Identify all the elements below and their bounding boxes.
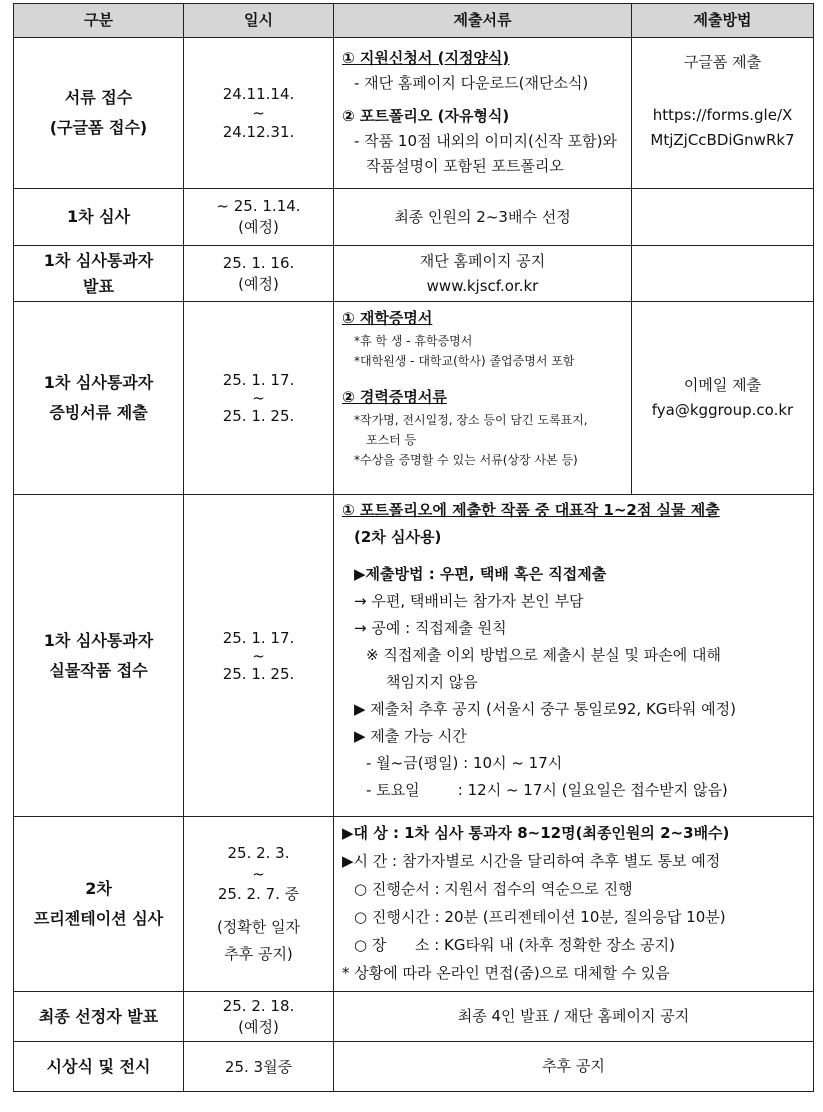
method-cell [632,246,814,302]
documents-cell: 추후 공지 [334,1042,814,1092]
header-method: 제출방법 [632,4,814,38]
doc-text: 재단 홈페이지 공지 [419,251,546,270]
date-cell [184,246,334,302]
doc-detail: - 재단 홈페이지 다운로드(재단소식) [354,73,589,92]
category-line: 1차 심사통과자 [43,373,154,392]
google-form-link[interactable]: https://forms.gle/X [652,106,793,124]
date-line: (예정) [238,274,279,293]
date-line: 25. 2. 18. [222,996,295,1015]
doc-detail: 책임지지 않음 [386,673,478,691]
date-line: 25. 1. 25. [222,407,295,425]
date-line: 25. 2. 7. 중 [217,885,300,903]
date-line: ~ [252,865,265,883]
doc-detail: - 작품 10점 내외의 이미지(신작 포함)와 [354,131,617,150]
doc-detail: *휴 학 생 - 휴학증명서 [354,334,473,348]
category-line: 증빙서류 제출 [49,403,148,422]
method-cell [632,38,814,189]
doc-heading: ② 포트폴리오 (자유형식) [342,106,510,125]
date-line: 25. 1. 16. [222,253,295,272]
documents-cell [334,302,632,495]
date-line: 24.11.14. [222,85,295,103]
header-category: 구분 [14,4,184,38]
table-row [14,992,814,1042]
documents-cell [334,38,632,189]
doc-detail: *작가명, 전시일정, 장소 등이 담긴 도록표지, [354,413,588,427]
date-line: (예정) [238,218,279,236]
date-line: 추후 공지) [224,945,293,963]
method-cell [632,189,814,246]
doc-detail: ▶ 제출 가능 시간 [354,727,467,745]
doc-detail: → 우편, 택배비는 참가자 본인 부담 [354,592,584,610]
date-line: ~ [252,646,265,665]
table-row [14,38,814,189]
doc-detail: ○ 진행시간 : 20분 (프리젠테이션 10분, 질의응답 10분) [354,908,726,926]
category-line: 2차 [85,879,112,898]
date-line: 25. 1. 25. [222,664,295,683]
date-cell [184,495,334,817]
doc-subheading: ▶제출방법 : 우편, 택배 혹은 직접제출 [354,565,607,583]
table-row [14,302,814,495]
doc-detail: ○ 진행순서 : 지원서 접수의 역순으로 진행 [354,880,633,898]
method-text: 구글폼 제출 [683,53,762,71]
date-cell [184,38,334,189]
doc-detail: * 상황에 따라 온라인 면접(줌)으로 대체할 수 있음 [342,964,670,982]
table-row [14,1042,814,1092]
date-cell [184,817,334,992]
schedule-table [13,3,814,1092]
doc-heading: ▶대 상 : 1차 심사 통과자 8~12명(최종인원의 2~3배수) [342,824,730,842]
category-line: 발표 [83,276,114,296]
category-line: 1차 심사통과자 [43,630,154,650]
doc-heading: (2차 심사용) [354,528,442,546]
method-cell [632,302,814,495]
documents-cell: 최종 인원의 2~3배수 선정 [334,189,632,246]
doc-detail: - 토요일 : 12시 ~ 17시 (일요일은 접수받지 않음) [366,781,728,799]
table-row [14,817,814,992]
method-text: 이메일 제출 [683,376,762,394]
date-cell: 25. 3월중 [184,1042,334,1092]
category-cell: 1차 심사 [14,189,184,246]
date-line: ~ [252,104,265,122]
category-line: 프리젠테이션 심사 [33,909,164,928]
header-documents: 제출서류 [334,4,632,38]
category-line: 1차 심사통과자 [43,250,154,270]
date-cell [184,189,334,246]
doc-detail: ※ 직접제출 이외 방법으로 제출시 분실 및 파손에 대해 [366,646,722,664]
category-line: 실물작품 접수 [49,660,148,680]
date-line: ~ [252,389,265,407]
date-line: 25. 1. 17. [222,371,295,389]
date-line: 25. 1. 17. [222,628,295,647]
table-row [14,246,814,302]
category-cell: 시상식 및 전시 [14,1042,184,1092]
email-link[interactable]: fya@kggroup.co.kr [651,401,794,419]
doc-heading: ① 재학증명서 [342,309,433,327]
doc-heading: ① 포트폴리오에 제출한 작품 중 대표작 1~2점 실물 제출 [342,501,720,519]
documents-cell [334,817,814,992]
category-cell [14,246,184,302]
table-row [14,189,814,246]
date-line: (예정) [238,1017,279,1036]
date-line: ~ 25. 1.14. [216,197,301,215]
date-line: (정확한 일자 [216,918,301,936]
doc-detail: - 월~금(평일) : 10시 ~ 17시 [366,754,563,772]
doc-heading: ① 지원신청서 (지정양식) [342,48,510,67]
table-row [14,495,814,817]
doc-heading: ② 경력증명서류 [342,388,447,406]
category-line: (구글폼 접수) [49,118,148,137]
doc-detail: *대학원생 - 대학교(학사) 졸업증명서 포함 [354,354,575,368]
header-date: 일시 [184,4,334,38]
documents-cell: 최종 4인 발표 / 재단 홈페이지 공지 [334,992,814,1042]
date-line: 24.12.31. [222,123,295,141]
header-row [14,4,814,38]
documents-cell [334,246,632,302]
date-cell [184,992,334,1042]
date-line: 25. 2. 3. [227,844,290,862]
doc-detail: 포스터 등 [366,433,417,447]
category-cell [14,817,184,992]
doc-detail: *수상을 증명할 수 있는 서류(상장 사본 등) [354,453,578,467]
google-form-link[interactable]: MtjZjCcBDiGnwRk7 [650,131,795,149]
doc-detail: ▶시 간 : 참가자별로 시간을 달리하여 추후 별도 통보 예정 [342,852,721,870]
doc-detail: ○ 장 소 : KG타워 내 (차후 정확한 장소 공지) [354,936,675,954]
doc-detail: → 공예 : 직접제출 원칙 [354,619,507,637]
website-link[interactable]: www.kjscf.or.kr [426,276,539,295]
date-cell [184,302,334,495]
category-line: 서류 접수 [64,88,133,107]
category-cell [14,302,184,495]
doc-detail: 작품설명이 포함된 포트폴리오 [366,156,564,175]
category-cell: 최종 선정자 발표 [14,992,184,1042]
doc-detail: ▶ 제출처 추후 공지 (서울시 중구 통일로92, KG타워 예정) [354,700,737,718]
category-cell [14,495,184,817]
documents-cell [334,495,814,817]
category-cell [14,38,184,189]
